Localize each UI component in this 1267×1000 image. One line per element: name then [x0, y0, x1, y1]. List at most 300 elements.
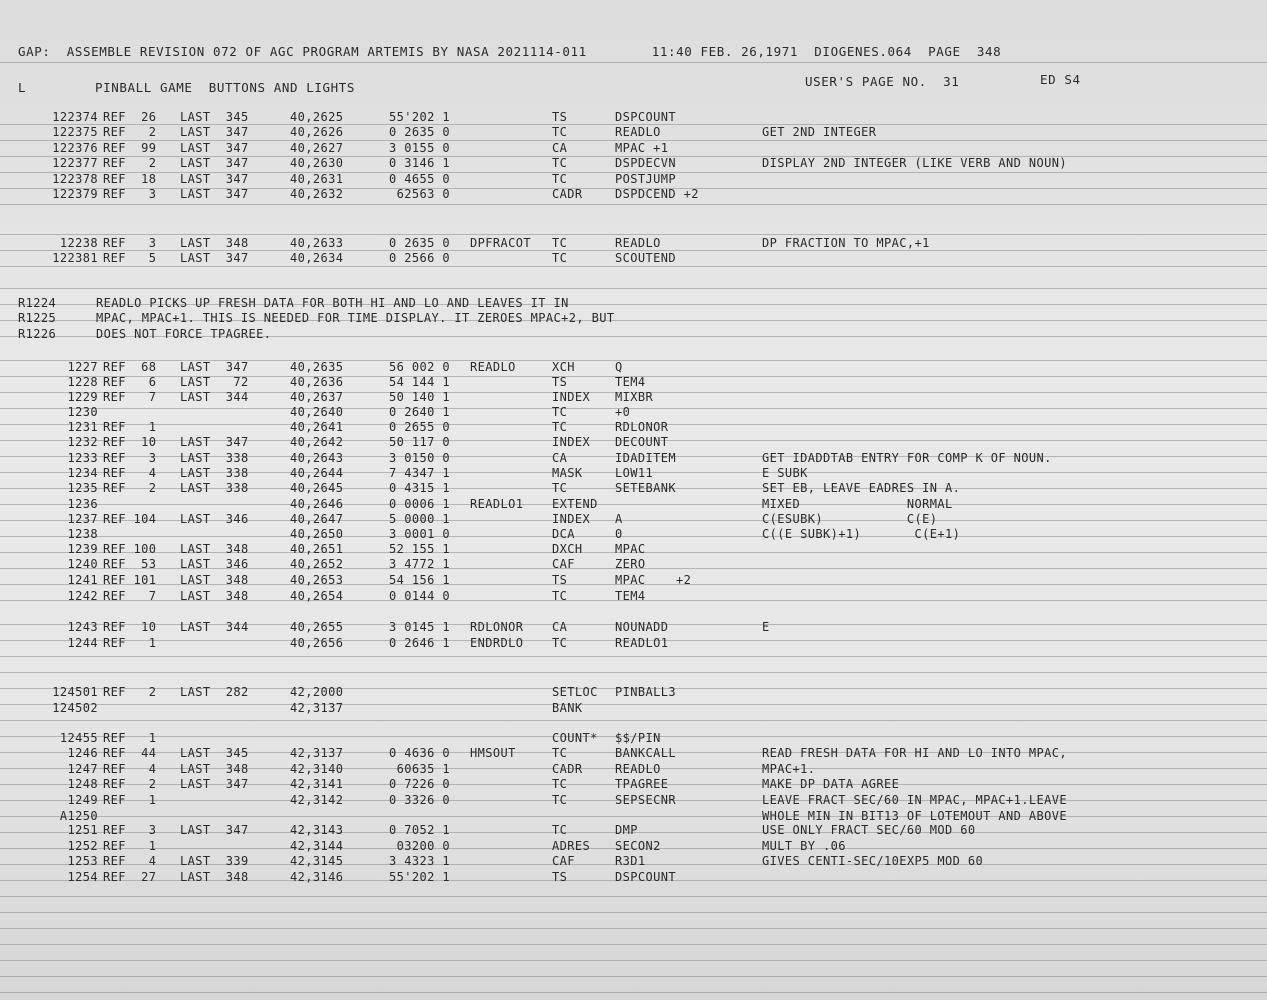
listing-cell-last: LAST 344 [180, 620, 249, 634]
listing-cell-op: INDEX [552, 512, 591, 526]
listing-row [0, 746, 1267, 760]
listing-cell-ln: 1244 [67, 636, 98, 650]
listing-cell-addr: 40,2656 [290, 636, 344, 650]
listing-cell-addr: 40,2636 [290, 375, 344, 389]
listing-cell-last: LAST 348 [180, 589, 249, 603]
listing-cell-ln: 122374 [52, 110, 98, 124]
listing-cell-oct: 0 0144 0 [389, 589, 450, 603]
paper-rule [0, 720, 1267, 721]
listing-cell-op: TS [552, 573, 568, 587]
listing-cell-opd: DSPDECVN [615, 156, 676, 170]
listing-cell-addr: 40,2625 [290, 110, 344, 124]
listing-cell-opd: TPAGREE [615, 777, 669, 791]
listing-cell-opd: MPAC +2 [615, 573, 692, 587]
listing-row [0, 466, 1267, 480]
listing-cell-addr: 40,2644 [290, 466, 344, 480]
listing-cell-last: LAST 338 [180, 451, 249, 465]
listing-cell-ref: REF 44 [103, 746, 157, 760]
listing-cell-op: INDEX [552, 435, 591, 449]
listing-cell-ln: 122375 [52, 125, 98, 139]
listing-cell-cmt: USE ONLY FRACT SEC/60 MOD 60 [762, 823, 976, 837]
listing-row [0, 405, 1267, 419]
listing-cell-lbl: DPFRACOT [470, 236, 531, 250]
listing-cell-opd: MPAC +1 [615, 141, 669, 155]
listing-cell-oct: 3 0150 0 [389, 451, 450, 465]
listing-cell-ref: REF 3 [103, 823, 157, 837]
listing-cell-oct: 0 4315 1 [389, 481, 450, 495]
listing-cell-op: CA [552, 141, 568, 155]
listing-cell-ref: REF 1 [103, 731, 157, 745]
paper-rule [0, 234, 1267, 235]
listing-cell-addr: 40,2626 [290, 125, 344, 139]
listing-cell-ln: 1238 [67, 527, 98, 541]
listing-cell-ln: 1241 [67, 573, 98, 587]
listing-cell-oct: 3 4323 1 [389, 854, 450, 868]
listing-cell-ln: 1227 [67, 360, 98, 374]
listing-cell-op: XCH [552, 360, 575, 374]
listing-cell-addr: 40,2651 [290, 542, 344, 556]
listing-cell-ref: REF 2 [103, 156, 157, 170]
listing-cell-ref: REF 4 [103, 854, 157, 868]
listing-cell-ref: REF 2 [103, 685, 157, 699]
listing-cell-opd: LOW11 [615, 466, 654, 480]
listing-cell-last: LAST 282 [180, 685, 249, 699]
listing-cell-addr: 40,2653 [290, 573, 344, 587]
paper-rule [0, 204, 1267, 205]
listing-row [0, 809, 1267, 823]
listing-cell-oct: 0 7052 1 [389, 823, 450, 837]
listing-cell-oct: 54 144 1 [389, 375, 450, 389]
listing-cell-addr: 42,3141 [290, 777, 344, 791]
listing-cell-addr: 40,2627 [290, 141, 344, 155]
listing-cell-oct: 56 002 0 [389, 360, 450, 374]
listing-cell-op: TC [552, 420, 568, 434]
listing-cell-ln: 1229 [67, 390, 98, 404]
listing-cell-cmt: C((E SUBK)+1) C(E+1) [762, 527, 961, 541]
listing-cell-op: EXTEND [552, 497, 598, 511]
listing-cell-ref: REF 2 [103, 125, 157, 139]
listing-cell-op: DCA [552, 527, 575, 541]
listing-cell-addr: 42,3143 [290, 823, 344, 837]
listing-cell-addr: 40,2640 [290, 405, 344, 419]
listing-row [0, 390, 1267, 404]
listing-cell-oct: 0 2635 0 [389, 125, 450, 139]
listing-cell-addr: 42,3137 [290, 746, 344, 760]
listing-row [0, 187, 1267, 201]
listing-cell-oct: 0 2635 0 [389, 236, 450, 250]
listing-cell-ref: REF 3 [103, 236, 157, 250]
listing-cell-ln: 12455 [59, 731, 98, 745]
listing-cell-addr: 40,2633 [290, 236, 344, 250]
listing-row [0, 731, 1267, 745]
listing-cell-last: LAST 347 [180, 823, 249, 837]
listing-cell-opd: PINBALL3 [615, 685, 676, 699]
listing-cell-lbl: RDLONOR [470, 620, 524, 634]
listing-cell-op: TS [552, 375, 568, 389]
listing-cell-addr: 42,3137 [290, 701, 344, 715]
listing-cell-ln: 122378 [52, 172, 98, 186]
listing-cell-op: TS [552, 110, 568, 124]
listing-cell-last: LAST 347 [180, 435, 249, 449]
listing-cell-ln: 12238 [59, 236, 98, 250]
paper-rule [0, 976, 1267, 977]
listing-cell-op: BANK [552, 701, 583, 715]
listing-row [0, 542, 1267, 556]
paper-rule [0, 928, 1267, 929]
listing-cell-lbl: READLO1 [470, 497, 524, 511]
listing-cell-op: CADR [552, 762, 583, 776]
listing-cell-ln: 1239 [67, 542, 98, 556]
listing-cell-cmt: GIVES CENTI-SEC/10EXP5 MOD 60 [762, 854, 984, 868]
listing-cell-opd: RDLONOR [615, 420, 669, 434]
listing-cell-oct: 50 140 1 [389, 390, 450, 404]
listing-row [0, 172, 1267, 186]
listing-cell-op: TS [552, 870, 568, 884]
listing-cell-oct: 0 2566 0 [389, 251, 450, 265]
listing-cell-addr: 42,2000 [290, 685, 344, 699]
listing-row [0, 620, 1267, 634]
listing-cell-ln: 1249 [67, 793, 98, 807]
section-title: PINBALL GAME BUTTONS AND LIGHTS [95, 80, 356, 95]
users-page-number: USER'S PAGE NO. 31 [805, 74, 960, 89]
listing-cell-last: LAST 338 [180, 466, 249, 480]
listing-cell-opd: READLO [615, 125, 661, 139]
listing-cell-ref: REF 7 [103, 390, 157, 404]
listing-cell-ln: 1234 [67, 466, 98, 480]
listing-row [0, 870, 1267, 884]
listing-cell-last: LAST 347 [180, 187, 249, 201]
listing-cell-ref: REF 2 [103, 481, 157, 495]
listing-row [0, 110, 1267, 124]
listing-cell-ref: REF 68 [103, 360, 157, 374]
paper-rule [0, 960, 1267, 961]
listing-cell-last: LAST 347 [180, 251, 249, 265]
listing-cell-ln: 122377 [52, 156, 98, 170]
listing-cell-last: LAST 348 [180, 236, 249, 250]
listing-cell-op: TC [552, 172, 568, 186]
listing-cell-ref: REF 1 [103, 793, 157, 807]
listing-cell-ln: 122381 [52, 251, 98, 265]
listing-row [0, 141, 1267, 155]
listing-row [0, 589, 1267, 603]
comment-line [18, 311, 918, 325]
listing-cell-ln: 1247 [67, 762, 98, 776]
listing-cell-ref: REF 4 [103, 762, 157, 776]
listing-cell-op: TC [552, 777, 568, 791]
paper-rule [0, 672, 1267, 673]
listing-cell-oct: 50 117 0 [389, 435, 450, 449]
listing-cell-cmt: GET IDADDTAB ENTRY FOR COMP K OF NOUN. [762, 451, 1052, 465]
listing-cell-cmt: LEAVE FRACT SEC/60 IN MPAC, MPAC+1.LEAVE [762, 793, 1067, 807]
listing-cell-addr: 42,3145 [290, 854, 344, 868]
listing-cell-ref: REF 4 [103, 466, 157, 480]
paper-rule [0, 62, 1267, 63]
listing-cell-opd: TEM4 [615, 589, 646, 603]
listing-cell-ln: 1252 [67, 839, 98, 853]
listing-cell-ln: 1235 [67, 481, 98, 495]
listing-cell-oct: 0 2646 1 [389, 636, 450, 650]
listing-cell-oct: 60635 1 [396, 762, 450, 776]
listing-cell-oct: 7 4347 1 [389, 466, 450, 480]
listing-cell-last: LAST 347 [180, 156, 249, 170]
listing-row [0, 497, 1267, 511]
listing-cell-opd: READLO1 [615, 636, 669, 650]
listing-cell-ref: REF 6 [103, 375, 157, 389]
listing-cell-opd: DECOUNT [615, 435, 669, 449]
listing-cell-cmt: E [762, 620, 770, 634]
listing-cell-ln: 1240 [67, 557, 98, 571]
listing-cell-ln: 1231 [67, 420, 98, 434]
comment-text: DOES NOT FORCE TPAGREE. [96, 327, 272, 341]
listing-cell-ln: 1230 [67, 405, 98, 419]
listing-cell-oct: 54 156 1 [389, 573, 450, 587]
listing-cell-ref: REF 99 [103, 141, 157, 155]
listing-cell-oct: 5 0000 1 [389, 512, 450, 526]
paper-rule [0, 288, 1267, 289]
listing-cell-opd: Q [615, 360, 623, 374]
listing-cell-cmt: DISPLAY 2ND INTEGER (LIKE VERB AND NOUN) [762, 156, 1067, 170]
listing-cell-ln: 1236 [67, 497, 98, 511]
paper-rule [0, 656, 1267, 657]
listing-cell-addr: 40,2634 [290, 251, 344, 265]
listing-cell-opd: +0 [615, 405, 631, 419]
listing-cell-oct: 0 0006 1 [389, 497, 450, 511]
listing-cell-ln: 1233 [67, 451, 98, 465]
paper-rule [0, 992, 1267, 993]
listing-cell-op: CAF [552, 557, 575, 571]
listing-cell-oct: 3 0155 0 [389, 141, 450, 155]
listing-cell-op: DXCH [552, 542, 583, 556]
listing-cell-addr: 42,3140 [290, 762, 344, 776]
listing-cell-last: LAST 348 [180, 762, 249, 776]
listing-cell-addr: 40,2635 [290, 360, 344, 374]
listing-cell-ln: 1246 [67, 746, 98, 760]
comment-number: R1226 [18, 327, 57, 341]
listing-cell-cmt: WHOLE MIN IN BIT13 OF LOTEMOUT AND ABOVE [762, 809, 1067, 823]
listing-cell-ln: 1254 [67, 870, 98, 884]
listing-cell-cmt: MIXED NORMAL [762, 497, 953, 511]
listing-cell-opd: $$/PIN [615, 731, 661, 745]
listing-cell-oct: 0 3326 0 [389, 793, 450, 807]
listing-cell-addr: 42,3142 [290, 793, 344, 807]
listing-row [0, 636, 1267, 650]
listing-cell-last: LAST 72 [180, 375, 249, 389]
listing-row [0, 360, 1267, 374]
listing-cell-op: TC [552, 746, 568, 760]
listing-cell-last: LAST 346 [180, 512, 249, 526]
listing-cell-ref: REF 10 [103, 435, 157, 449]
listing-cell-ln: 1237 [67, 512, 98, 526]
listing-cell-ref: REF 27 [103, 870, 157, 884]
listing-row [0, 420, 1267, 434]
comment-number: R1225 [18, 311, 57, 325]
listing-cell-opd: MPAC [615, 542, 646, 556]
listing-cell-oct: 0 2655 0 [389, 420, 450, 434]
listing-cell-ln: 122379 [52, 187, 98, 201]
listing-cell-addr: 40,2632 [290, 187, 344, 201]
listing-cell-cmt: MPAC+1. [762, 762, 816, 776]
listing-cell-addr: 40,2646 [290, 497, 344, 511]
listing-row [0, 762, 1267, 776]
listing-cell-oct: 0 2640 1 [389, 405, 450, 419]
listing-cell-op: TC [552, 405, 568, 419]
listing-cell-oct: 3 4772 1 [389, 557, 450, 571]
listing-cell-addr: 42,3144 [290, 839, 344, 853]
listing-cell-lbl: ENDRDLO [470, 636, 524, 650]
listing-row [0, 236, 1267, 250]
listing-row [0, 777, 1267, 791]
listing-cell-last: LAST 348 [180, 573, 249, 587]
listing-cell-ln: 1242 [67, 589, 98, 603]
listing-cell-ln: 1248 [67, 777, 98, 791]
listing-cell-op: TC [552, 251, 568, 265]
listing-cell-last: LAST 347 [180, 360, 249, 374]
listing-cell-cmt: SET EB, LEAVE EADRES IN A. [762, 481, 961, 495]
listing-cell-opd: SEPSECNR [615, 793, 676, 807]
listing-row [0, 451, 1267, 465]
listing-cell-last: LAST 339 [180, 854, 249, 868]
listing-cell-last: LAST 348 [180, 870, 249, 884]
listing-row [0, 823, 1267, 837]
listing-cell-ln: 1232 [67, 435, 98, 449]
listing-cell-ln: 1253 [67, 854, 98, 868]
listing-cell-last: LAST 347 [180, 125, 249, 139]
paper-rule [0, 944, 1267, 945]
listing-row [0, 512, 1267, 526]
listing-cell-opd: DMP [615, 823, 638, 837]
listing-cell-last: LAST 345 [180, 110, 249, 124]
listing-row [0, 527, 1267, 541]
listing-cell-ref: REF 1 [103, 839, 157, 853]
listing-cell-addr: 40,2631 [290, 172, 344, 186]
listing-cell-ref: REF 5 [103, 251, 157, 265]
listing-cell-ref: REF 26 [103, 110, 157, 124]
listing-cell-last: LAST 347 [180, 141, 249, 155]
listing-cell-last: LAST 346 [180, 557, 249, 571]
listing-cell-ref: REF 101 [103, 573, 157, 587]
listing-row [0, 156, 1267, 170]
listing-cell-ln: 1251 [67, 823, 98, 837]
listing-cell-opd: IDADITEM [615, 451, 676, 465]
listing-cell-addr: 40,2652 [290, 557, 344, 571]
listing-cell-lbl: READLO [470, 360, 516, 374]
listing-cell-addr: 40,2630 [290, 156, 344, 170]
comment-line [18, 327, 918, 341]
listing-cell-ln: 1228 [67, 375, 98, 389]
listing-cell-oct: 0 4636 0 [389, 746, 450, 760]
listing-cell-op: TC [552, 793, 568, 807]
listing-cell-ref: REF 104 [103, 512, 157, 526]
listing-cell-oct: 52 155 1 [389, 542, 450, 556]
listing-cell-op: SETLOC [552, 685, 598, 699]
listing-cell-opd: READLO [615, 762, 661, 776]
listing-cell-op: TC [552, 125, 568, 139]
listing-cell-op: TC [552, 156, 568, 170]
listing-cell-ln: 124501 [52, 685, 98, 699]
listing-cell-opd: A [615, 512, 623, 526]
listing-cell-ref: REF 1 [103, 636, 157, 650]
listing-cell-cmt: E SUBK [762, 466, 808, 480]
listing-cell-opd: POSTJUMP [615, 172, 676, 186]
listing-row [0, 685, 1267, 699]
listing-cell-addr: 40,2643 [290, 451, 344, 465]
listing-cell-last: LAST 345 [180, 746, 249, 760]
listing-cell-ln: A1250 [59, 809, 98, 823]
listing-cell-op: CA [552, 620, 568, 634]
listing-cell-op: CAF [552, 854, 575, 868]
section-marker: L [18, 80, 27, 95]
listing-cell-ref: REF 100 [103, 542, 157, 556]
listing-row [0, 854, 1267, 868]
listing-row [0, 793, 1267, 807]
listing-cell-addr: 40,2641 [290, 420, 344, 434]
listing-cell-op: CADR [552, 187, 583, 201]
listing-cell-ln: 124502 [52, 701, 98, 715]
listing-row [0, 125, 1267, 139]
listing-cell-lbl: HMSOUT [470, 746, 516, 760]
listing-cell-op: MASK [552, 466, 583, 480]
listing-cell-cmt: MAKE DP DATA AGREE [762, 777, 900, 791]
listing-cell-ref: REF 18 [103, 172, 157, 186]
listing-cell-opd: R3D1 [615, 854, 646, 868]
listing-cell-last: LAST 344 [180, 390, 249, 404]
listing-row [0, 557, 1267, 571]
assembly-header-line: GAP: ASSEMBLE REVISION 072 OF AGC PROGRAM ARTEMIS BY NASA 2021114-011 11:40 FEB. 26,1971 DIOGENES.064 PAGE 348 [18, 44, 1002, 59]
listing-cell-cmt: C(ESUBK) C(E) [762, 512, 938, 526]
listing-cell-oct: 55'202 1 [389, 870, 450, 884]
listing-cell-addr: 40,2654 [290, 589, 344, 603]
listing-cell-opd: DSPCOUNT [615, 110, 676, 124]
listing-cell-ln: 1243 [67, 620, 98, 634]
listing-cell-op: TC [552, 236, 568, 250]
listing-cell-oct: 62563 0 [396, 187, 450, 201]
listing-cell-op: TC [552, 589, 568, 603]
listing-cell-last: LAST 347 [180, 777, 249, 791]
listing-cell-opd: BANKCALL [615, 746, 676, 760]
listing-cell-cmt: GET 2ND INTEGER [762, 125, 877, 139]
comment-text: MPAC, MPAC+1. THIS IS NEEDED FOR TIME DISPLAY. IT ZEROES MPAC+2, BUT [96, 311, 615, 325]
listing-cell-opd: TEM4 [615, 375, 646, 389]
listing-row [0, 481, 1267, 495]
listing-cell-cmt: READ FRESH DATA FOR HI AND LO INTO MPAC, [762, 746, 1067, 760]
listing-cell-oct: 3 0145 1 [389, 620, 450, 634]
listing-cell-opd: DSPCOUNT [615, 870, 676, 884]
listing-cell-opd: READLO [615, 236, 661, 250]
listing-cell-addr: 42,3146 [290, 870, 344, 884]
listing-cell-op: CA [552, 451, 568, 465]
listing-cell-opd: ZERO [615, 557, 646, 571]
listing-cell-oct: 0 7226 0 [389, 777, 450, 791]
listing-cell-addr: 40,2647 [290, 512, 344, 526]
listing-cell-oct: 0 4655 0 [389, 172, 450, 186]
listing-row [0, 435, 1267, 449]
listing-cell-op: TC [552, 481, 568, 495]
listing-cell-op: COUNT* [552, 731, 598, 745]
listing-cell-oct: 03200 0 [396, 839, 450, 853]
listing-cell-op: TC [552, 636, 568, 650]
paper-rule [0, 266, 1267, 267]
listing-cell-op: INDEX [552, 390, 591, 404]
listing-cell-last: LAST 347 [180, 172, 249, 186]
listing-cell-ref: REF 10 [103, 620, 157, 634]
listing-cell-opd: SECON2 [615, 839, 661, 853]
listing-row [0, 839, 1267, 853]
edition-label: ED S4 [1040, 72, 1081, 87]
listing-cell-op: TC [552, 823, 568, 837]
listing-cell-opd: SETEBANK [615, 481, 676, 495]
paper-rule [0, 912, 1267, 913]
listing-cell-opd: 0 [615, 527, 623, 541]
